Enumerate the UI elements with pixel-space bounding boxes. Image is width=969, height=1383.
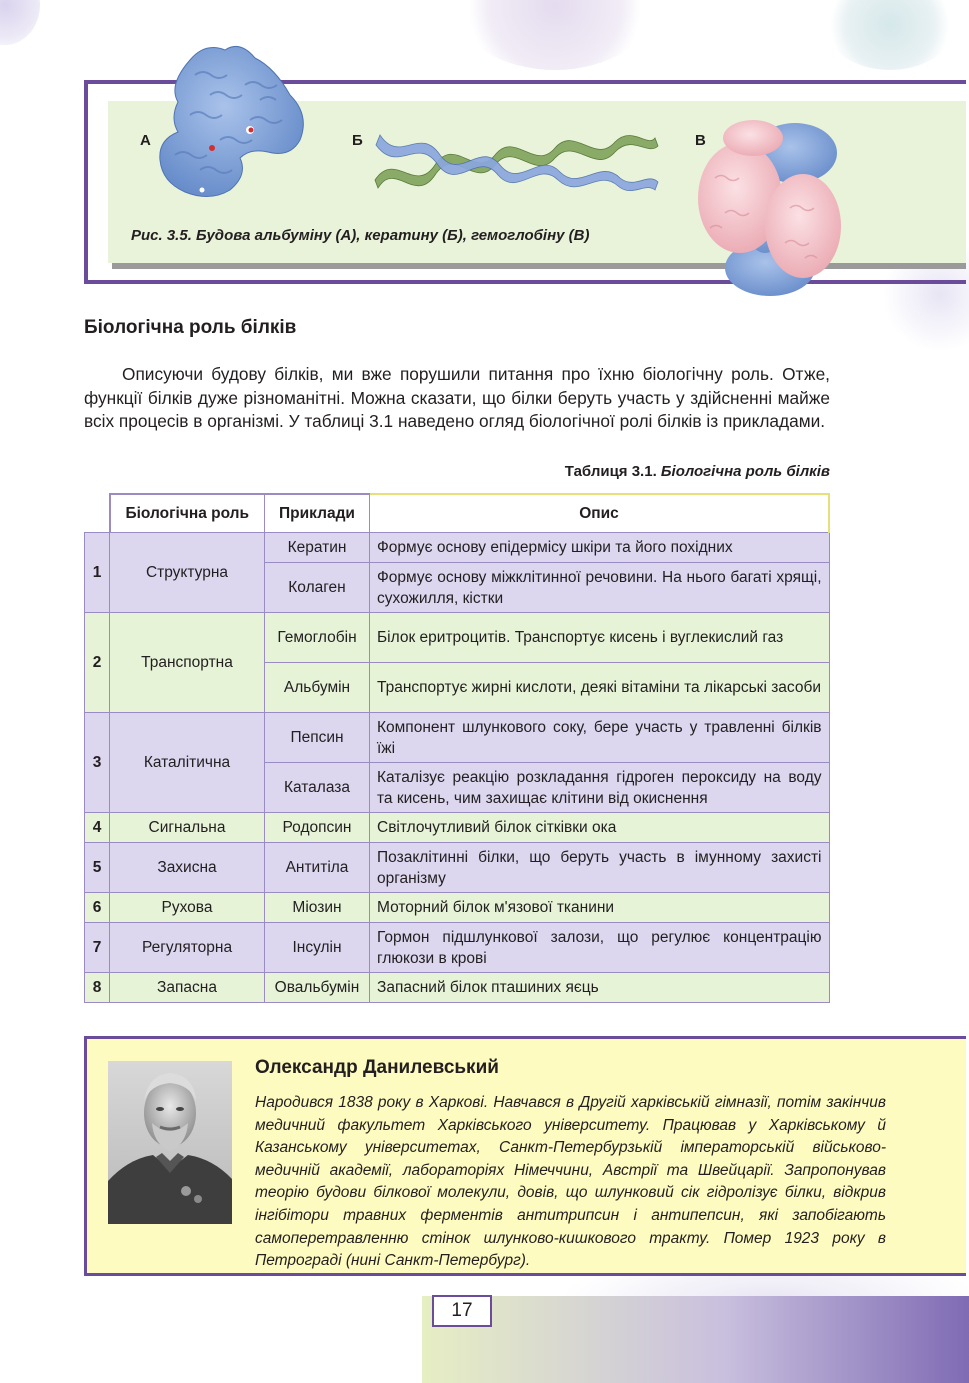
example-cell: Гемоглобін xyxy=(265,613,370,663)
table-row xyxy=(85,813,830,843)
example-cell: Інсулін xyxy=(265,923,370,973)
table-row xyxy=(85,893,830,923)
row-number: 1 xyxy=(85,533,110,613)
description-cell: Формує основу міжклітинної речовини. На нього багаті хрящі, сухожилля, кістки xyxy=(370,563,830,613)
decor-blob-top-right xyxy=(825,0,955,70)
table-row xyxy=(85,533,830,563)
header-examples: Приклади xyxy=(265,494,370,533)
role-cell: Регуляторна xyxy=(110,923,265,973)
description-cell: Моторний білок м'язової тканини xyxy=(370,893,830,923)
row-number: 3 xyxy=(85,713,110,813)
figure-caption: Рис. 3.5. Будова альбуміну (А), кератину (Б), гемоглобіну (В) xyxy=(131,227,590,244)
role-cell: Захисна xyxy=(110,843,265,893)
decor-blob-top-left xyxy=(0,0,40,45)
description-cell: Формує основу епідермісу шкіри та його похідних xyxy=(370,533,830,563)
intro-paragraph: Описуючи будову білків, ми вже порушили питання про їхню біологічну роль. Отже, функції білків дуже різноманітні. Можна сказати, що білки беруть участь у здійсненні майже всіх процесів в організмі. У таблиці 3.1 наведено огляд біологічної ролі білків із прикладами. xyxy=(84,364,830,431)
table-row xyxy=(85,843,830,893)
role-cell: Запасна xyxy=(110,973,265,1003)
role-cell: Транспортна xyxy=(110,613,265,713)
description-cell: Компонент шлункового соку, бере участь у травленні білків їжі xyxy=(370,713,830,763)
row-number: 2 xyxy=(85,613,110,713)
row-number: 5 xyxy=(85,843,110,893)
example-cell: Родопсин xyxy=(265,813,370,843)
row-number: 4 xyxy=(85,813,110,843)
description-cell: Транспортує жирні кислоти, деякі вітаміни та лікарські засоби xyxy=(370,663,830,713)
role-cell: Рухова xyxy=(110,893,265,923)
row-number: 7 xyxy=(85,923,110,973)
keratin-structure-image xyxy=(370,120,660,200)
example-cell: Колаген xyxy=(265,563,370,613)
role-cell: Структурна xyxy=(110,533,265,613)
table-row xyxy=(85,973,830,1003)
hemoglobin-structure-image xyxy=(695,118,845,298)
header-role: Біологічна роль xyxy=(110,494,265,533)
row-number: 8 xyxy=(85,973,110,1003)
table-body xyxy=(85,533,830,1003)
description-cell: Позаклітинні білки, що беруть участь в імунному захисті організму xyxy=(370,843,830,893)
table-caption xyxy=(84,463,830,480)
page-number: 17 xyxy=(432,1295,492,1327)
role-cell: Каталітична xyxy=(110,713,265,813)
page-footer-gradient xyxy=(422,1296,969,1383)
table-caption-title: Біологічна роль білків xyxy=(660,463,830,480)
example-cell: Альбумін xyxy=(265,663,370,713)
table-header-row xyxy=(85,494,830,533)
example-cell: Кератин xyxy=(265,533,370,563)
albumin-structure-image xyxy=(150,40,315,205)
header-description: Опис xyxy=(370,494,830,533)
bio-name: Олександр Данилевський xyxy=(255,1057,499,1078)
example-cell: Каталаза xyxy=(265,763,370,813)
description-cell: Світлочутливий білок сітківки ока xyxy=(370,813,830,843)
figure-label-v: В xyxy=(695,132,706,149)
protein-roles-table xyxy=(84,493,830,1003)
figure-label-b: Б xyxy=(352,132,363,149)
table-row xyxy=(85,923,830,973)
table-row xyxy=(85,713,830,763)
table-row xyxy=(85,613,830,663)
section-title: Біологічна роль білків xyxy=(84,317,297,338)
example-cell: Міозин xyxy=(265,893,370,923)
example-cell: Овальбумін xyxy=(265,973,370,1003)
example-cell: Пепсин xyxy=(265,713,370,763)
description-cell: Білок еритроцитів. Транспортує кисень і вуглекислий газ xyxy=(370,613,830,663)
row-number: 6 xyxy=(85,893,110,923)
description-cell: Запасний білок пташиних яєць xyxy=(370,973,830,1003)
bio-text-container xyxy=(108,1092,886,1273)
decor-blob-top-center xyxy=(455,0,655,70)
header-blank xyxy=(85,494,110,533)
description-cell: Гормон підшлункової залози, що регулює концентрацію глюкози в крові xyxy=(370,923,830,973)
table-caption-prefix: Таблиця 3.1. xyxy=(564,463,661,480)
example-cell: Антитіла xyxy=(265,843,370,893)
role-cell: Сигнальна xyxy=(110,813,265,843)
description-cell: Каталізує реакцію розкладання гідроген пероксиду на воду та кисень, чим захищає клітини від окиснення xyxy=(370,763,830,813)
portrait-spacer xyxy=(108,1092,255,1258)
figure-label-a: А xyxy=(140,132,151,149)
bio-text: Народився 1838 року в Харкові. Навчався в Другій харківській гімназії, потім закінчив медичний факультет Харківського університету. Працював у Харківському й Казанському університетах, Санкт-Петербурзькій імператорській військово-медичній академії, лабораторіях Німеччини, Австрії та Швейцарії. Запропонував теорію будови білкової молекули, довів, що шлунковий сік гідролізує білки, відкрив інгібітори травних ферментів антитрипсин і антипепсин, які запобігають самоперетравленню стінок шлунково-кишкового тракту. Помер 1923 року в Петрограді (нині Санкт-Петербург). xyxy=(255,1094,886,1270)
